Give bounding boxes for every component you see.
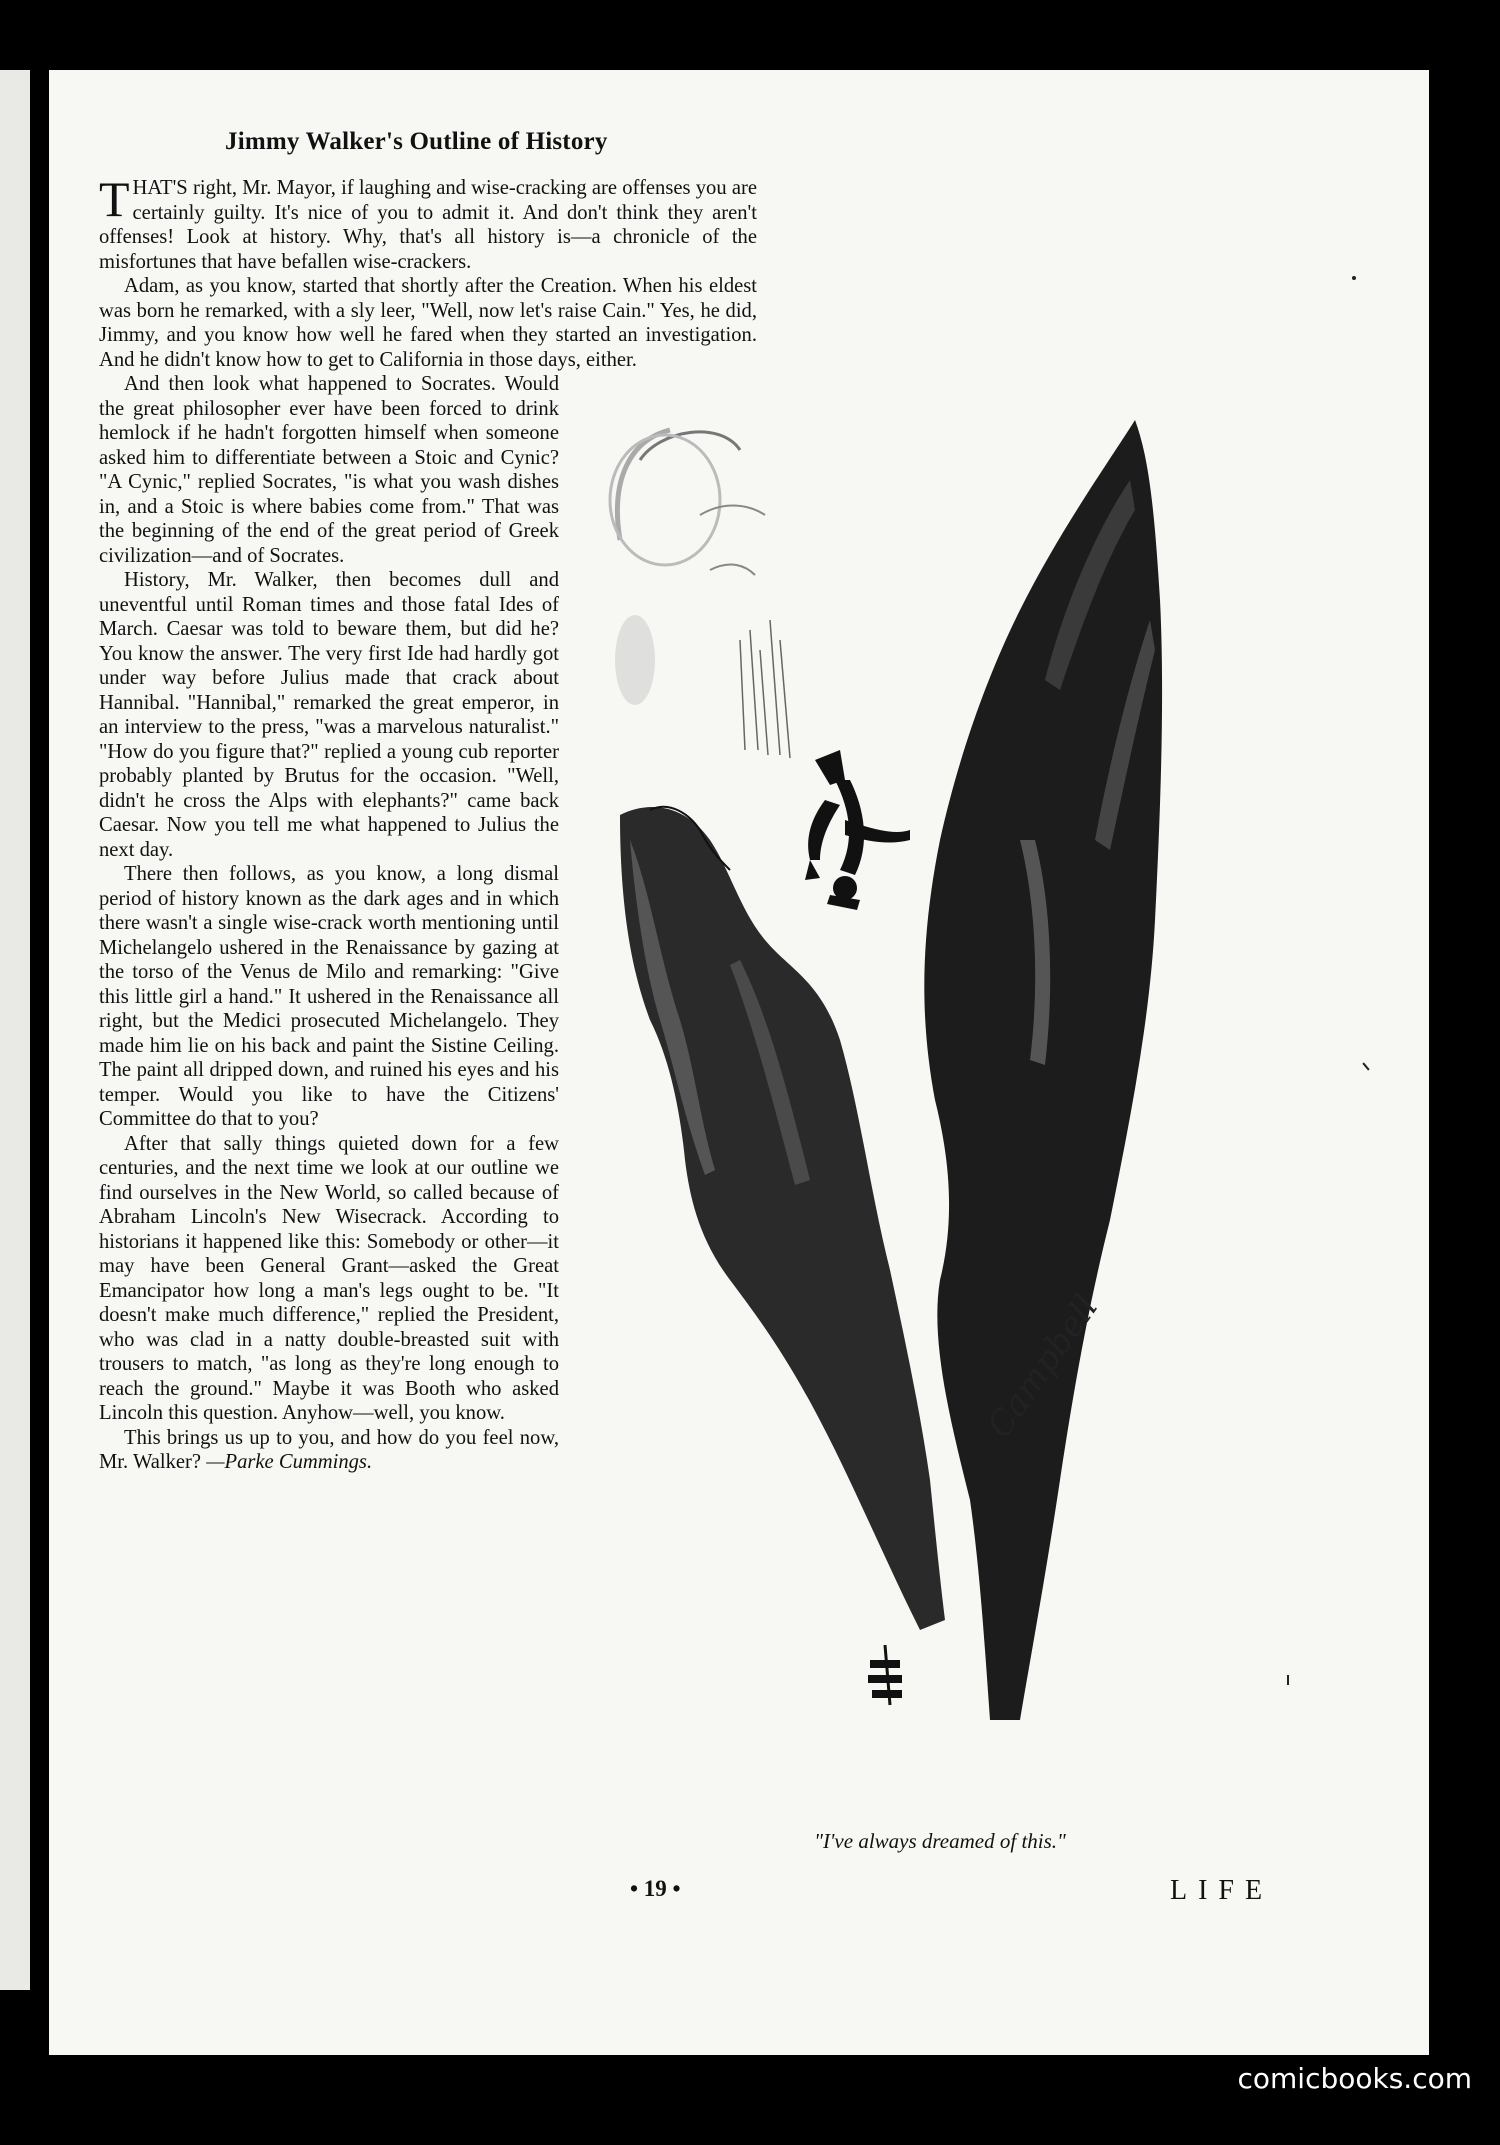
paragraph-4: History, Mr. Walker, then becomes dull and uneventful until Roman times and those fatal Ides of March. Caesar was told to beware them, but did he? You know the answer. The very first Ide had hardly got under way before Julius made that crack about Hannibal. "Hannibal," remarked the great emperor, in an interview to the press, "was a marvelous naturalist." "How do you figure that?" replied a young cub reporter probably planted by Brutus for the occasion. "Well, didn't he cross the Alps with elephants?" came back Caesar. Now you tell me what happened to Julius the next day. <box>99 569 559 861</box>
ground-structure <box>868 1645 902 1705</box>
artist-signature: Campbell <box>979 1287 1107 1446</box>
site-watermark: comicbooks.com <box>1237 2062 1472 2095</box>
facing-page-edge <box>0 70 30 1990</box>
paragraph-6: After that sally things quieted down for a few centuries, and the next time we look at our outline we find ourselves in the New World, so called because of Abraham Lincoln's New Wisecrack. According to historians it happened like this: Somebody or other—it may have been General Grant—asked the Great Emancipator how long a man's legs ought to be. "It doesn't make much difference," replied the President, who was clad in a natty double-breasted suit with trousers to match, "as long as they're long enough to reach the ground." Maybe it was Booth who asked Lincoln this question. Anyhow—well, you know. <box>99 1132 559 1424</box>
drop-cap: T <box>99 171 130 227</box>
left-cliff <box>620 807 945 1630</box>
magazine-name: LIFE <box>1170 1875 1274 1906</box>
speck <box>1287 1675 1289 1685</box>
article-title: Jimmy Walker's Outline of History <box>225 128 608 155</box>
paragraph-7-text: This brings us up to you, and how do you feel now, Mr. Walker? <box>99 1426 559 1473</box>
byline: —Parke Cummings. <box>206 1451 373 1473</box>
paragraph-7 <box>99 1426 559 1475</box>
paragraph-1 <box>99 171 757 274</box>
paragraph-2: Adam, as you know, started that shortly after the Creation. When his eldest was born he remarked, with a sly leer, "Well, now let's raise Cain." Yes, he did, Jimmy, and you know how well he fared when they started an investigation. And he didn't know how to get to California in those days, either. <box>99 275 757 371</box>
paragraph-3: And then look what happened to Socrates. Would the great philosopher ever have been forced to drink hemlock if he hadn't forgotten himself when someone asked him to differentiate between a Stoic and Cynic? "A Cynic," replied Socrates, "is what you wash dishes in, and a Stoic is where babies come from." That was the beginning of the end of the great period of Greek civilization—and of Socrates. <box>99 373 559 567</box>
right-cliff <box>924 420 1162 1720</box>
cartoon-illustration <box>590 420 1230 1750</box>
falling-man <box>805 750 910 910</box>
paragraph-1-text: HAT'S right, Mr. Mayor, if laughing and wise-cracking are offenses you are certainly guilty. It's nice of you to admit it. And don't think they aren't offenses! Look at history. Why, that's all history is—a chronicle of the misfortunes that have befallen wise-crackers. <box>99 177 757 273</box>
paragraph-5: There then follows, as you know, a long dismal period of history known as the dark ages and in which there wasn't a single wise-crack worth mentioning until Michelangelo ushered in the Renaissance by gazing at the torso of the Venus de Milo and remarking: "Give this little girl a hand." It ushered in the Renaissance all right, but the Medici prosecuted Michelangelo. They made him lie on his back and paint the Sistine Ceiling. The paint all dripped down, and ruined his eyes and his temper. Would you like to have the Citizens' Committee do that to you? <box>99 863 559 1130</box>
page-number: • 19 • <box>630 1876 681 1901</box>
speck <box>1352 276 1356 280</box>
cartoon-caption: "I've always dreamed of this." <box>814 1829 1066 1853</box>
